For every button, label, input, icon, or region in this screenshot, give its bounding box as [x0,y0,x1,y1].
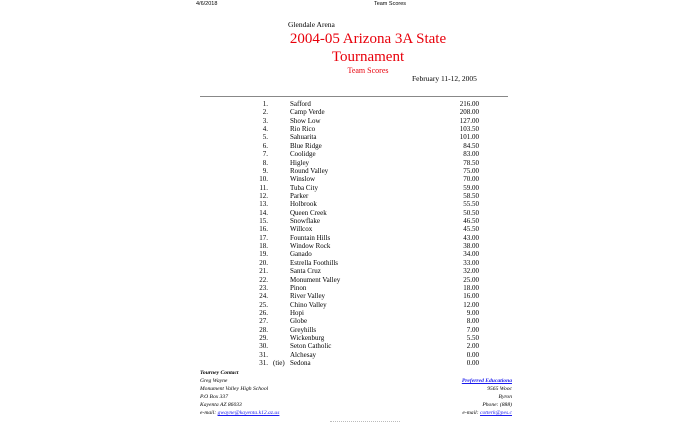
rank-cell: 5. [262,133,268,142]
standings-row [200,334,500,342]
contact-box: P.O Box 337 [200,394,229,400]
standings-row [200,309,500,317]
team-name: Snowflake [290,217,320,226]
team-name: Holbrook [290,200,317,209]
team-name: Ganado [290,250,312,259]
team-score: 32.00 [463,267,479,276]
print-date: 4/6/2018 [196,1,218,7]
team-score: 9.00 [466,308,479,317]
team-score: 83.00 [463,150,479,159]
footer-divider [330,421,400,424]
team-name: Camp Verde [290,108,325,117]
rank-cell: 6. [262,141,268,150]
team-score: 34.00 [463,250,479,259]
team-name: Alchesay [290,350,317,359]
rank-cell: 3. [262,116,268,125]
team-score: 84.50 [463,141,479,150]
standings-row [200,184,500,192]
tie-marker: (tie) [273,359,285,368]
team-score: 25.00 [463,275,479,284]
team-score: 75.00 [463,166,479,175]
rank-cell: 16. [259,225,268,234]
team-score: 70.00 [463,175,479,184]
rank-cell: 15. [259,217,268,226]
team-name: Santa Cruz [290,267,321,276]
sponsor-address: 9565 Wooc [487,386,512,392]
standings-row [200,150,500,158]
rank-cell: 24. [259,292,268,301]
team-name: Sahuarita [290,133,317,142]
rank-cell: 29. [259,334,268,343]
team-score: 8.00 [466,317,479,326]
standings-row [200,108,500,116]
standings-row [200,225,500,233]
team-name: Sedona [290,359,311,368]
standings-row [200,259,500,267]
rank-cell: 31. [259,350,268,359]
contact-email-link[interactable]: gwayne@kayenta.k12.az.us [217,410,280,416]
team-score: 0.00 [466,350,479,359]
team-name: Higley [290,158,310,167]
team-name: Pinon [290,283,307,292]
team-score: 18.00 [463,283,479,292]
team-name: Monument Valley [290,275,341,284]
contact-name: Greg Wayne [200,378,228,384]
standings-row [200,117,500,125]
sponsor-link[interactable]: Preferred Educationa [461,378,512,384]
standings-row [200,100,500,108]
rank-cell: 14. [259,208,268,217]
standings-row [200,133,500,141]
team-name: Willcox [290,225,313,234]
team-score: 12.00 [463,300,479,309]
page-subtitle: Team Scores [347,66,389,75]
standings-row [200,267,500,275]
tourney-contact-heading: Tourney Contact [200,370,239,376]
standings-row [200,250,500,258]
standings-row [200,326,500,334]
team-name: Parker [290,191,309,200]
sponsor-phone: Phone: (888) [482,402,512,408]
team-score: 58.50 [463,191,479,200]
team-name: Round Valley [290,166,329,175]
team-name: Queen Creek [290,208,327,217]
rank-cell: 19. [259,250,268,259]
team-name: Hopi [290,308,304,317]
rank-cell: 2. [262,108,268,117]
standings-row [200,234,500,242]
rank-cell: 9. [262,166,268,175]
team-name: Estrella Foothills [290,258,339,267]
rank-cell: 17. [259,233,268,242]
team-name: Globe [290,317,308,326]
standings-row [200,175,500,183]
venue: Glendale Arena [288,20,335,29]
team-score: 43.00 [463,233,479,242]
standings-row [200,351,500,359]
contact-email-line [200,409,279,417]
team-score: 16.00 [463,292,479,301]
tournament-date: February 11-12, 2005 [412,74,477,83]
rank-cell: 12. [259,191,268,200]
sponsor-email-line [462,409,512,417]
rank-cell: 11. [259,183,268,192]
standings-row [200,242,500,250]
standings-row [200,276,500,284]
team-score: 33.00 [463,258,479,267]
team-score: 0.00 [466,359,479,368]
sponsor-city: Byron [498,394,512,400]
standings-row [200,192,500,200]
team-score: 5.50 [466,334,479,343]
divider [200,96,508,97]
standings-row [200,359,500,367]
team-score: 103.50 [459,125,479,134]
rank-cell: 4. [262,125,268,134]
standings-row [200,142,500,150]
team-name: Chino Valley [290,300,327,309]
rank-cell: 10. [259,175,268,184]
team-name: Seton Catholic [290,342,332,351]
standings-row [200,159,500,167]
sponsor-email-link[interactable]: cotterk@pes.c [479,410,512,416]
contact-city: Kayenta AZ 86033 [200,402,242,408]
rank-cell: 1. [262,100,268,108]
team-score: 127.00 [459,116,479,125]
rank-cell: 28. [259,325,268,334]
team-name: Safford [290,100,311,108]
rank-cell: 27. [259,317,268,326]
team-score: 38.00 [463,242,479,251]
team-score: 46.50 [463,217,479,226]
team-name: Coolidge [290,150,316,159]
rank-cell: 21. [259,267,268,276]
team-name: Fountain Hills [290,233,331,242]
standings-row [200,167,500,175]
team-score: 208.00 [459,108,479,117]
contact-email-label: e-mail: [200,410,218,416]
rank-cell: 7. [262,150,268,159]
team-score: 78.50 [463,158,479,167]
standings-row [200,301,500,309]
rank-cell: 18. [259,242,268,251]
rank-cell: 8. [262,158,268,167]
standings-row [200,217,500,225]
standings-row [200,342,500,350]
sponsor-contact [462,377,512,417]
standings-row [200,125,500,133]
rank-cell: 23. [259,283,268,292]
team-name: Show Low [290,116,321,125]
standings-row [200,209,500,217]
rank-cell: 30. [259,342,268,351]
contact-school: Monument Valley High School [200,386,269,392]
team-score: 2.00 [466,342,479,351]
sponsor-email-label: e-mail: [462,410,480,416]
standings-row [200,284,500,292]
page-title-line2: Tournament [331,49,405,65]
team-name: Wickenburg [290,334,325,343]
standings-row [200,200,500,208]
team-name: Tuba City [290,183,318,192]
team-name: Blue Ridge [290,141,322,150]
standings-row [200,317,500,325]
standings-row [200,292,500,300]
team-score: 101.00 [459,133,479,142]
rank-cell: 13. [259,200,268,209]
team-score: 45.50 [463,225,479,234]
team-score: 59.00 [463,183,479,192]
rank-cell: 20. [259,258,268,267]
page-title-line1: 2004-05 Arizona 3A State [289,31,447,47]
rank-cell: 26. [259,308,268,317]
team-score: 7.00 [466,325,479,334]
team-score: 216.00 [459,100,479,108]
standings-list [200,100,500,368]
print-header [0,1,700,11]
tourney-contact [200,369,279,417]
team-name: Window Rock [290,242,331,251]
rank-cell: 31. [259,359,268,368]
team-score: 55.50 [463,200,479,209]
rank-cell: 25. [259,300,268,309]
team-name: Winslow [290,175,315,184]
team-name: Greyhills [290,325,317,334]
rank-cell: 22. [259,275,268,284]
team-name: River Valley [290,292,326,301]
team-score: 50.50 [463,208,479,217]
team-name: Rio Rico [290,125,316,134]
print-title: Team Scores [373,1,407,7]
